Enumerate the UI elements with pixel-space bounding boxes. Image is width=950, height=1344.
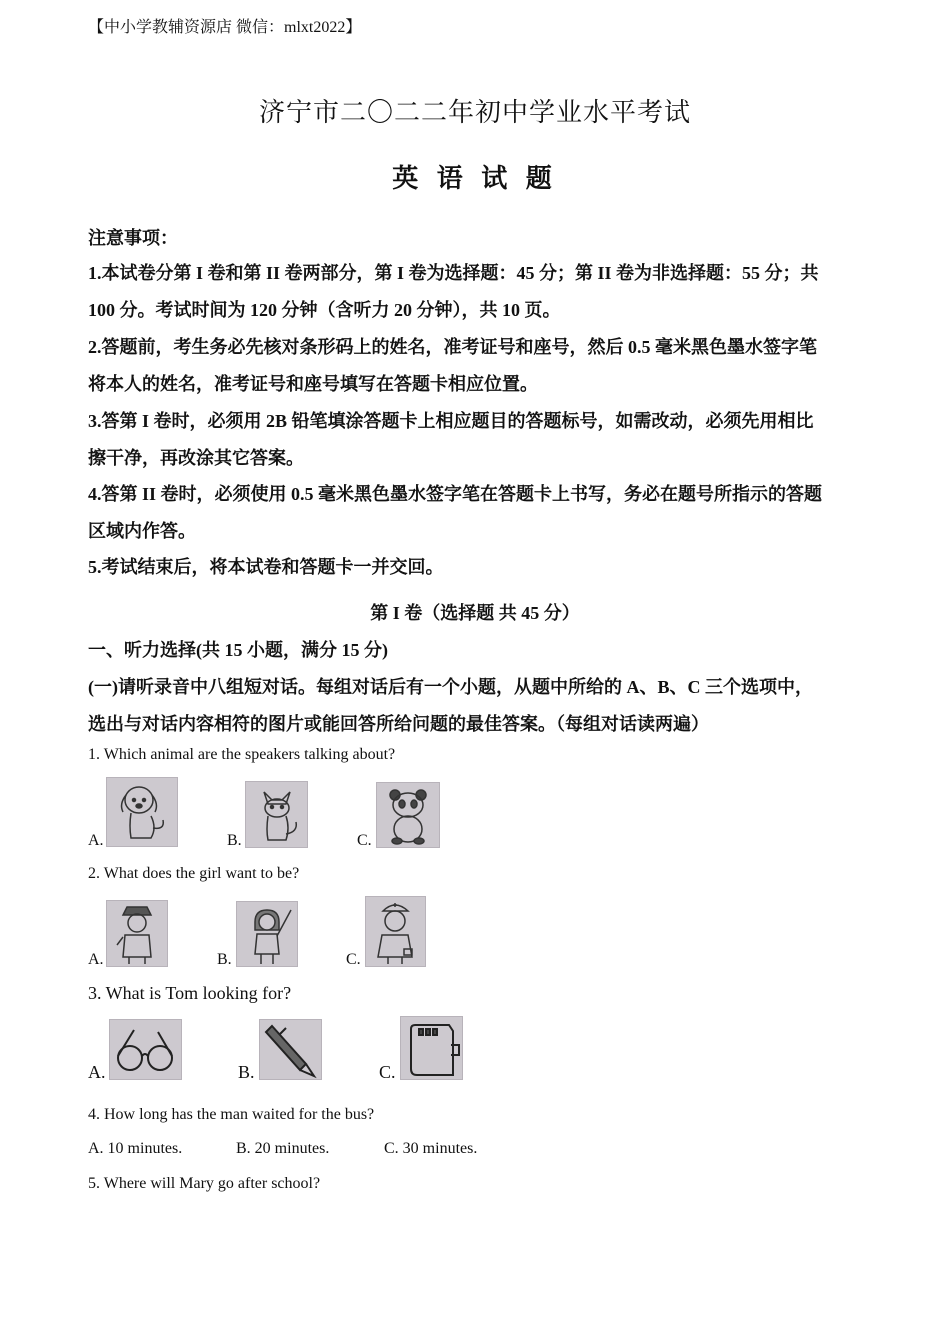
question-3: 3. What is Tom looking for? [88,983,292,1003]
section-heading: 一、听力选择(共 15 小题，满分 15 分) [88,640,388,660]
exam-subtitle: 英 语 试 题 [392,164,558,193]
dog-icon [106,777,178,847]
cat-icon [245,781,308,848]
q3-option-a-label: A. [88,1062,106,1082]
q1-option-a-label: A. [88,832,104,849]
notice-line-2a: 2.答题前，考生务必先核对条形码上的姓名，准考证号和座号，然后 0.5 毫米黑色墨水签字笔 [88,337,817,357]
q3-option-b-label: B. [238,1062,255,1082]
section-instruction-b: 选出与对话内容相符的图片或能回答所给问题的最佳答案。（每组对话读两遍） [88,714,709,734]
q2-option-b-label: B. [217,951,232,968]
panda-icon [376,782,440,848]
section-instruction-a: (一)请听录音中八组短对话。每组对话后有一个小题，从题中所给的 A、B、C 三个选项中， [88,677,813,697]
q3-option-c-label: C. [379,1062,396,1082]
question-1: 1. Which animal are the speakers talking about? [88,746,396,763]
notice-heading: 注意事项： [88,228,178,248]
part-title: 第 I 卷（选择题 共 45 分） [370,603,580,623]
q1-option-c-label: C. [357,832,372,849]
notice-line-1a: 1.本试卷分第 I 卷和第 II 卷两部分，第 I 卷为选择题：45 分；第 II 卷为非选择题：55 分；共 [88,263,819,283]
nurse-icon [365,896,426,967]
notice-line-2b: 将本人的姓名，准考证号和座号填写在答题卡相应位置。 [88,374,538,394]
police-officer-icon [106,900,168,967]
notice-line-4b: 区域内作答。 [88,521,196,541]
notice-line-5: 5.考试结束后，将本试卷和答题卡一并交回。 [88,557,444,577]
glasses-icon [109,1019,182,1080]
notebook-icon [400,1016,463,1080]
q2-option-a-label: A. [88,951,104,968]
teacher-icon [236,901,298,967]
q1-option-b-label: B. [227,832,242,849]
q2-option-c-label: C. [346,951,361,968]
exam-title: 济宁市二〇二二年初中学业水平考试 [258,98,691,127]
question-4: 4. How long has the man waited for the bus? [88,1106,375,1123]
notice-line-3b: 擦干净，再改涂其它答案。 [88,448,304,468]
page-header: 【中小学教辅资源店 微信：mlxt2022】 [88,19,362,36]
q4-option-b: B. 20 minutes. [236,1140,330,1157]
notice-line-1b: 100 分。考试时间为 120 分钟（含听力 20 分钟），共 10 页。 [88,300,561,320]
q4-option-c: C. 30 minutes. [384,1140,478,1157]
notice-line-3a: 3.答第 I 卷时，必须用 2B 铅笔填涂答题卡上相应题目的答题标号，如需改动，必须先用相比 [88,411,814,431]
pen-icon [259,1019,322,1080]
question-2: 2. What does the girl want to be? [88,865,300,882]
question-5: 5. Where will Mary go after school? [88,1175,321,1192]
notice-line-4a: 4.答第 II 卷时，必须使用 0.5 毫米黑色墨水签字笔在答题卡上书写，务必在题号所指示的答题 [88,484,823,504]
q4-option-a: A. 10 minutes. [88,1140,183,1157]
